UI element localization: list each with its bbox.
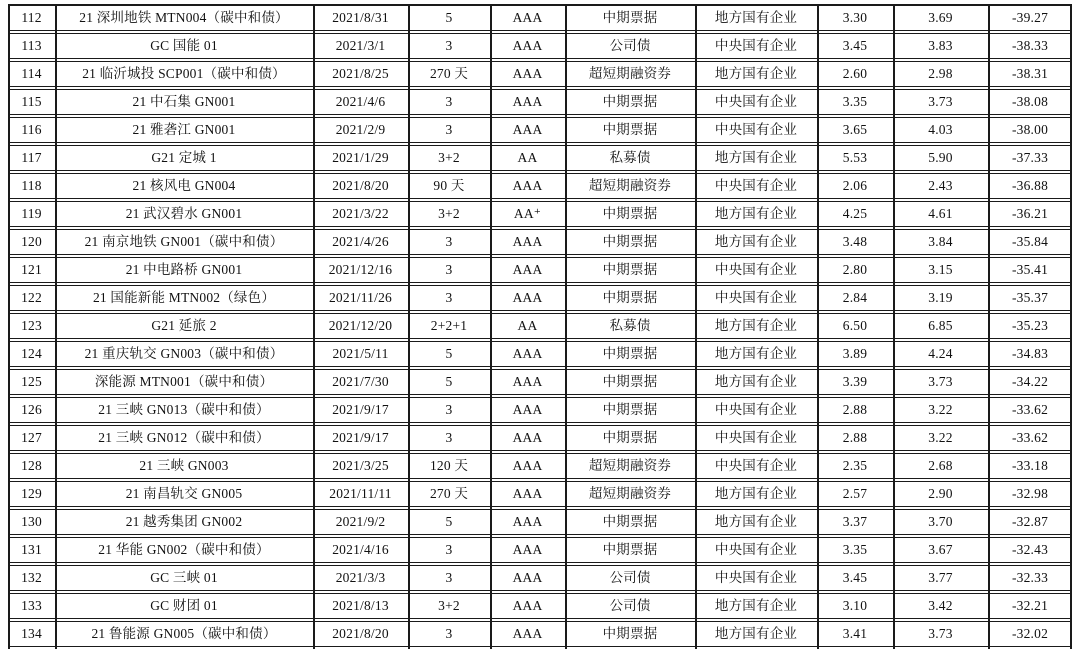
enterprise-type-cell: 中央国有企业 [714,94,798,110]
issue-date-cell: 2021/8/25 [332,66,389,82]
enterprise-type-cell: 中央国有企业 [714,38,798,54]
row-index-cell: 113 [21,38,42,54]
row-index-cell: 116 [21,122,42,138]
rating-cell: AAA [512,486,543,502]
issue-rate-cell: 2.84 [842,290,868,306]
bond-name-cell: 21 南京地铁 GN001（碳中和债） [84,234,284,250]
enterprise-type-cell: 地方国有企业 [714,150,798,166]
bond-name-cell: G21 延旅 2 [151,318,217,334]
bond-type-cell: 中期票据 [602,10,658,26]
term-cell: 90 天 [433,178,465,194]
spread-change-cell: -35.84 [1011,234,1049,250]
spread-change-cell: -36.88 [1011,178,1049,194]
bond-type-cell: 中期票据 [602,290,658,306]
rating-cell: AAA [512,542,543,558]
issue-rate-cell: 3.41 [842,626,868,642]
table-row [8,481,1072,507]
table-vertical-rule [55,5,57,649]
valuation-yield-cell: 3.67 [928,542,953,558]
term-cell: 3 [445,94,453,110]
rating-cell: AA [517,150,538,166]
term-cell: 2+2+1 [430,318,468,334]
issue-date-cell: 2021/9/17 [332,402,389,418]
row-index-cell: 132 [21,570,42,586]
bond-type-cell: 超短期融资券 [588,486,672,502]
issue-rate-cell: 3.35 [842,542,868,558]
spread-change-cell: -36.21 [1011,206,1049,222]
row-index-cell: 128 [21,458,42,474]
enterprise-type-cell: 地方国有企业 [714,66,798,82]
table-vertical-rule [695,5,697,649]
bond-type-cell: 中期票据 [602,346,658,362]
enterprise-type-cell: 地方国有企业 [714,486,798,502]
row-index-cell: 114 [21,66,42,82]
enterprise-type-cell: 中央国有企业 [714,122,798,138]
spread-change-cell: -38.33 [1011,38,1049,54]
issue-rate-cell: 2.80 [842,262,868,278]
issue-rate-cell: 2.88 [842,430,868,446]
term-cell: 3 [445,290,453,306]
bond-name-cell: 21 雅砻江 GN001 [132,122,236,138]
enterprise-type-cell: 中央国有企业 [714,458,798,474]
enterprise-type-cell: 地方国有企业 [714,346,798,362]
row-index-cell: 112 [21,10,42,26]
enterprise-type-cell: 中央国有企业 [714,542,798,558]
valuation-yield-cell: 6.85 [928,318,953,334]
term-cell: 3 [445,262,453,278]
enterprise-type-cell: 中央国有企业 [714,430,798,446]
valuation-yield-cell: 5.90 [928,150,953,166]
bond-name-cell: 21 南昌轨交 GN005 [125,486,243,502]
spread-change-cell: -32.21 [1011,598,1049,614]
valuation-yield-cell: 2.68 [928,458,953,474]
bond-type-cell: 私募债 [609,150,651,166]
bond-name-cell: 21 重庆轨交 GN003（碳中和债） [84,346,284,362]
issue-rate-cell: 3.39 [842,374,868,390]
table-vertical-rule [1070,5,1072,649]
enterprise-type-cell: 地方国有企业 [714,598,798,614]
bond-type-cell: 中期票据 [602,430,658,446]
rating-cell: AAA [512,514,543,530]
valuation-yield-cell: 3.19 [928,290,953,306]
row-index-cell: 118 [21,178,42,194]
table-row [8,509,1072,535]
issue-rate-cell: 3.45 [842,570,868,586]
spread-change-cell: -33.62 [1011,430,1049,446]
issue-rate-cell: 3.35 [842,94,868,110]
spread-change-cell: -33.62 [1011,402,1049,418]
valuation-yield-cell: 2.98 [928,66,953,82]
term-cell: 270 天 [429,66,469,82]
row-index-cell: 115 [21,94,42,110]
bond-name-cell: 21 国能新能 MTN002（绿色） [92,290,276,306]
valuation-yield-cell: 3.73 [928,626,953,642]
rating-cell: AAA [512,10,543,26]
valuation-yield-cell: 3.69 [928,10,953,26]
row-index-cell: 133 [21,598,42,614]
rating-cell: AAA [512,178,543,194]
rating-cell: AAA [512,234,543,250]
rating-cell: AAA [512,94,543,110]
table-vertical-rule [565,5,567,649]
rating-cell: AAA [512,290,543,306]
issue-date-cell: 2021/4/16 [332,542,389,558]
valuation-yield-cell: 2.43 [928,178,953,194]
rating-cell: AAA [512,458,543,474]
table-row [8,201,1072,227]
spread-change-cell: -38.08 [1011,94,1049,110]
table-row [8,33,1072,59]
bond-name-cell: 21 鲁能源 GN005（碳中和债） [91,626,277,642]
bond-type-cell: 中期票据 [602,234,658,250]
row-index-cell: 129 [21,486,42,502]
enterprise-type-cell: 中央国有企业 [714,262,798,278]
issue-date-cell: 2021/5/11 [332,346,389,362]
valuation-yield-cell: 3.73 [928,374,953,390]
issue-rate-cell: 3.89 [842,346,868,362]
term-cell: 3 [445,402,453,418]
issue-rate-cell: 6.50 [842,318,868,334]
issue-date-cell: 2021/12/20 [328,318,393,334]
spread-change-cell: -37.33 [1011,150,1049,166]
rating-cell: AAA [512,402,543,418]
issue-date-cell: 2021/11/26 [328,290,392,306]
term-cell: 3 [445,430,453,446]
bond-name-cell: 21 三峡 GN013（碳中和债） [98,402,270,418]
bond-name-cell: 21 中电路桥 GN001 [125,262,243,278]
spread-change-cell: -39.27 [1011,10,1049,26]
bond-type-cell: 中期票据 [602,542,658,558]
table-vertical-rule [817,5,819,649]
issue-date-cell: 2021/2/9 [335,122,386,138]
spread-change-cell: -38.31 [1011,66,1049,82]
spread-change-cell: -32.43 [1011,542,1049,558]
issue-rate-cell: 3.45 [842,38,868,54]
bond-name-cell: 21 深圳地铁 MTN004（碳中和债） [79,10,289,26]
enterprise-type-cell: 中央国有企业 [714,290,798,306]
bond-type-cell: 中期票据 [602,402,658,418]
issue-date-cell: 2021/7/30 [332,374,389,390]
spread-change-cell: -38.00 [1011,122,1049,138]
valuation-yield-cell: 3.77 [928,570,953,586]
valuation-yield-cell: 3.15 [928,262,953,278]
table-row [8,313,1072,339]
row-index-cell: 126 [21,402,42,418]
enterprise-type-cell: 中央国有企业 [714,402,798,418]
issue-date-cell: 2021/4/6 [335,94,386,110]
bond-table [8,4,1072,649]
issue-rate-cell: 2.35 [842,458,868,474]
row-index-cell: 119 [21,206,42,222]
bond-type-cell: 中期票据 [602,206,658,222]
valuation-yield-cell: 3.22 [928,402,953,418]
table-row [8,397,1072,423]
bond-type-cell: 超短期融资券 [588,178,672,194]
term-cell: 3 [445,122,453,138]
table-row [8,5,1072,31]
row-index-cell: 117 [21,150,42,166]
issue-date-cell: 2021/8/13 [332,598,389,614]
spread-change-cell: -33.18 [1011,458,1049,474]
table-vertical-rule [8,5,10,649]
row-index-cell: 125 [21,374,42,390]
issue-date-cell: 2021/8/20 [332,626,389,642]
valuation-yield-cell: 3.22 [928,430,953,446]
issue-rate-cell: 4.25 [842,206,868,222]
table-row [8,565,1072,591]
row-index-cell: 122 [21,290,42,306]
bond-type-cell: 超短期融资券 [588,458,672,474]
rating-cell: AAA [512,66,543,82]
valuation-yield-cell: 3.83 [928,38,953,54]
spread-change-cell: -35.23 [1011,318,1049,334]
issue-date-cell: 2021/11/11 [329,486,392,502]
bond-type-cell: 公司债 [609,598,651,614]
valuation-yield-cell: 4.03 [928,122,953,138]
enterprise-type-cell: 地方国有企业 [714,626,798,642]
enterprise-type-cell: 地方国有企业 [714,10,798,26]
bond-type-cell: 公司债 [609,570,651,586]
term-cell: 3 [445,570,453,586]
row-index-cell: 120 [21,234,42,250]
issue-rate-cell: 2.06 [842,178,868,194]
bond-name-cell: GC 财团 01 [150,598,218,614]
row-index-cell: 130 [21,514,42,530]
spread-change-cell: -32.02 [1011,626,1049,642]
bond-name-cell: 21 三峡 GN003 [139,458,229,474]
table-row [8,145,1072,171]
rating-cell: AAA [512,374,543,390]
enterprise-type-cell: 地方国有企业 [714,318,798,334]
bond-type-cell: 中期票据 [602,514,658,530]
table-row [8,537,1072,563]
table-row [8,453,1072,479]
enterprise-type-cell: 地方国有企业 [714,206,798,222]
rating-cell: AA⁺ [513,206,542,222]
spread-change-cell: -34.22 [1011,374,1049,390]
issue-rate-cell: 5.53 [842,150,868,166]
table-row [8,61,1072,87]
bond-type-cell: 中期票据 [602,626,658,642]
row-index-cell: 134 [21,626,42,642]
issue-date-cell: 2021/9/17 [332,430,389,446]
rating-cell: AAA [512,626,543,642]
bond-name-cell: GC 三峡 01 [150,570,218,586]
spread-change-cell: -35.41 [1011,262,1049,278]
row-index-cell: 123 [21,318,42,334]
table-row [8,257,1072,283]
term-cell: 3 [445,542,453,558]
term-cell: 3+2 [438,598,460,614]
term-cell: 270 天 [429,486,469,502]
bond-name-cell: 21 临沂城投 SCP001（碳中和债） [82,66,286,82]
rating-cell: AA [517,318,538,334]
valuation-yield-cell: 3.73 [928,94,953,110]
rating-cell: AAA [512,570,543,586]
issue-date-cell: 2021/1/29 [332,150,389,166]
enterprise-type-cell: 地方国有企业 [714,234,798,250]
table-vertical-rule [988,5,990,649]
table-row [8,341,1072,367]
term-cell: 120 天 [429,458,469,474]
row-index-cell: 121 [21,262,42,278]
rating-cell: AAA [512,262,543,278]
table-row [8,89,1072,115]
issue-date-cell: 2021/3/3 [335,570,386,586]
row-index-cell: 124 [21,346,42,362]
enterprise-type-cell: 地方国有企业 [714,514,798,530]
issue-date-cell: 2021/8/20 [332,178,389,194]
term-cell: 3 [445,234,453,250]
table-row [8,621,1072,647]
issue-rate-cell: 3.10 [842,598,868,614]
table-row [8,369,1072,395]
issue-date-cell: 2021/3/22 [332,206,389,222]
term-cell: 3+2 [438,150,460,166]
issue-rate-cell: 3.30 [842,10,868,26]
issue-date-cell: 2021/9/2 [335,514,386,530]
issue-rate-cell: 2.88 [842,402,868,418]
term-cell: 3 [445,38,453,54]
spread-change-cell: -32.33 [1011,570,1049,586]
bond-type-cell: 公司债 [609,38,651,54]
table-vertical-rule [490,5,492,649]
bond-type-cell: 中期票据 [602,94,658,110]
issue-rate-cell: 2.57 [842,486,868,502]
valuation-yield-cell: 2.90 [928,486,953,502]
table-row [8,229,1072,255]
table-row [8,117,1072,143]
spread-change-cell: -32.98 [1011,486,1049,502]
term-cell: 5 [445,514,453,530]
enterprise-type-cell: 地方国有企业 [714,374,798,390]
bond-name-cell: 21 越秀集团 GN002 [125,514,243,530]
enterprise-type-cell: 中央国有企业 [714,178,798,194]
valuation-yield-cell: 4.61 [928,206,953,222]
bond-name-cell: 21 中石集 GN001 [132,94,236,110]
valuation-yield-cell: 3.70 [928,514,953,530]
rating-cell: AAA [512,598,543,614]
table-vertical-rule [313,5,315,649]
table-row [8,593,1072,619]
rating-cell: AAA [512,430,543,446]
table-vertical-rule [408,5,410,649]
term-cell: 3+2 [438,206,460,222]
bond-type-cell: 中期票据 [602,122,658,138]
bond-name-cell: 21 武汉碧水 GN001 [125,206,243,222]
rating-cell: AAA [512,346,543,362]
issue-rate-cell: 3.48 [842,234,868,250]
bond-type-cell: 中期票据 [602,374,658,390]
valuation-yield-cell: 3.42 [928,598,953,614]
spread-change-cell: -34.83 [1011,346,1049,362]
rating-cell: AAA [512,38,543,54]
bond-type-cell: 私募债 [609,318,651,334]
issue-rate-cell: 2.60 [842,66,868,82]
enterprise-type-cell: 中央国有企业 [714,570,798,586]
bond-name-cell: 21 华能 GN002（碳中和债） [98,542,270,558]
table-row [8,173,1072,199]
spread-change-cell: -32.87 [1011,514,1049,530]
bond-name-cell: 21 三峡 GN012（碳中和债） [98,430,270,446]
rating-cell: AAA [512,122,543,138]
table-row [8,285,1072,311]
spread-change-cell: -35.37 [1011,290,1049,306]
issue-date-cell: 2021/8/31 [332,10,389,26]
bond-name-cell: G21 定城 1 [151,150,217,166]
row-index-cell: 131 [21,542,42,558]
row-index-cell: 127 [21,430,42,446]
term-cell: 5 [445,346,453,362]
valuation-yield-cell: 4.24 [928,346,953,362]
term-cell: 3 [445,626,453,642]
issue-rate-cell: 3.37 [842,514,868,530]
valuation-yield-cell: 3.84 [928,234,953,250]
issue-date-cell: 2021/3/25 [332,458,389,474]
term-cell: 5 [445,10,453,26]
issue-rate-cell: 3.65 [842,122,868,138]
term-cell: 5 [445,374,453,390]
table-row [8,425,1072,451]
bond-name-cell: 深能源 MTN001（碳中和债） [94,374,274,390]
bond-name-cell: GC 国能 01 [150,38,218,54]
table-vertical-rule [893,5,895,649]
bond-name-cell: 21 核风电 GN004 [132,178,236,194]
issue-date-cell: 2021/4/26 [332,234,389,250]
bond-type-cell: 超短期融资券 [588,66,672,82]
issue-date-cell: 2021/3/1 [335,38,386,54]
bond-type-cell: 中期票据 [602,262,658,278]
issue-date-cell: 2021/12/16 [328,262,393,278]
